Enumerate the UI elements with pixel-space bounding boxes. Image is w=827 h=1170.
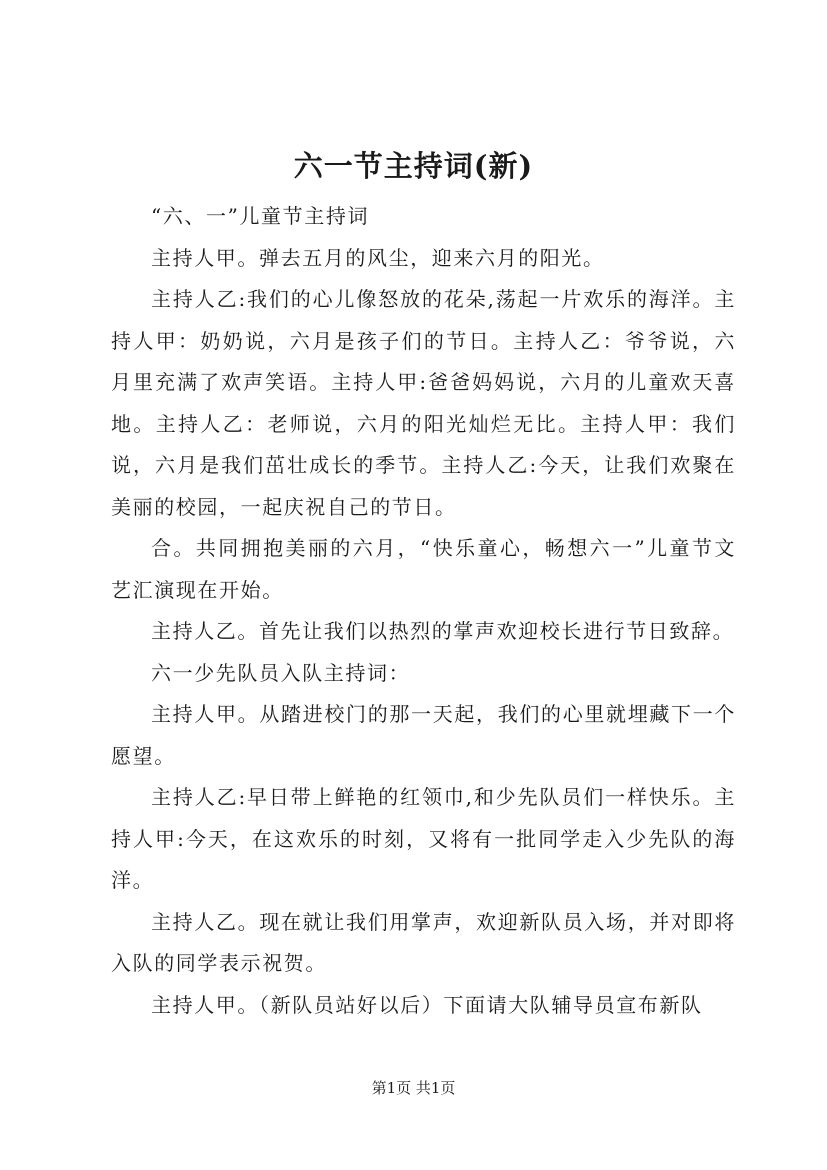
paragraph: 主持人甲。从踏进校门的那一天起，我们的心里就埋藏下一个愿望。 [111, 702, 736, 768]
document-title: 六一节主持词(新) [293, 149, 534, 183]
document-body [111, 196, 736, 1026]
paragraph: 六一少先队员入队主持词： [151, 660, 411, 685]
paragraph: “六、一”儿童节主持词 [151, 204, 370, 228]
paragraph: 主持人乙:早日带上鲜艳的红领巾,和少先队员们一样快乐。主持人甲:今天，在这欢乐的时刻，又将有一批同学走入少先队的海洋。 [111, 785, 736, 892]
page-number-footer: 第1页 共1页 [371, 1079, 456, 1097]
paragraph: 合。共同拥抱美丽的六月，“快乐童心，畅想六一”儿童节文艺汇演现在开始。 [111, 536, 736, 602]
paragraph: 主持人甲。（新队员站好以后）下面请大队辅导员宣布新队 [151, 992, 703, 1017]
paragraph: 主持人乙。首先让我们以热烈的掌声欢迎校长进行节日致辞。 [151, 619, 735, 643]
paragraph: 主持人乙:我们的心儿像怒放的花朵,荡起一片欢乐的海洋。主持人甲：奶奶说，六月是孩子们的节日。主持人乙：爷爷说，六月里充满了欢声笑语。主持人甲:爸爸妈妈说，六月的儿童欢天喜地。主持人乙：老师说，六月的阳光灿烂无比。主持人甲：我们说，六月是我们茁壮成长的季节。主持人乙:今天，让我们欢聚在美丽的校园，一起庆祝自己的节日。 [111, 287, 736, 519]
paragraph: 主持人乙。现在就让我们用掌声，欢迎新队员入场，并对即将入队的同学表示祝贺。 [111, 909, 736, 975]
paragraph: 主持人甲。弹去五月的风尘，迎来六月的阳光。 [151, 245, 605, 270]
